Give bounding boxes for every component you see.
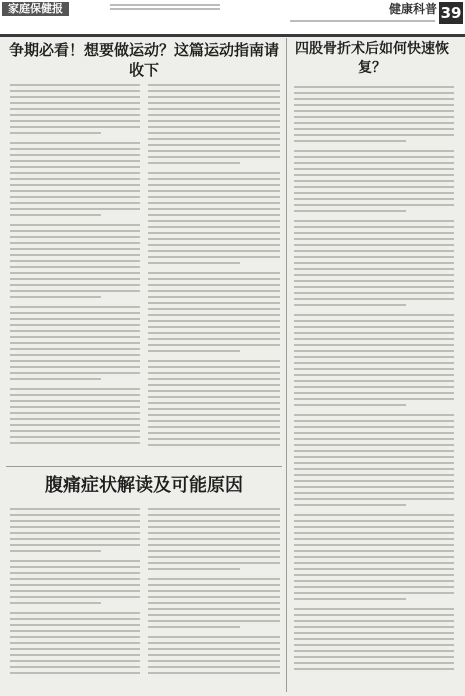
page-number: 39	[440, 4, 462, 22]
article-body-exercise-col2	[148, 84, 280, 450]
column-divider-right	[286, 38, 287, 692]
masthead	[0, 0, 465, 37]
article-headline-exercise: 争期必看！想要做运动？这篇运动指南请收下	[8, 41, 279, 79]
newspaper-name: 家庭保健报	[2, 2, 69, 16]
article-divider-left	[6, 466, 282, 467]
issue-info-lines	[110, 4, 220, 12]
article-headline-fracture: 四股骨折术后如何快速恢复？	[295, 41, 449, 76]
article-body-abdominal-col1	[10, 508, 140, 678]
article-body-exercise-col1	[10, 84, 140, 448]
article-headline-abdominal-pain: 腹痛症状解读及可能原因	[45, 475, 243, 496]
article-body-fracture	[294, 86, 454, 674]
section-name: 健康科普	[388, 2, 437, 16]
editor-info-line	[290, 20, 435, 22]
article-body-abdominal-col2	[148, 508, 280, 678]
